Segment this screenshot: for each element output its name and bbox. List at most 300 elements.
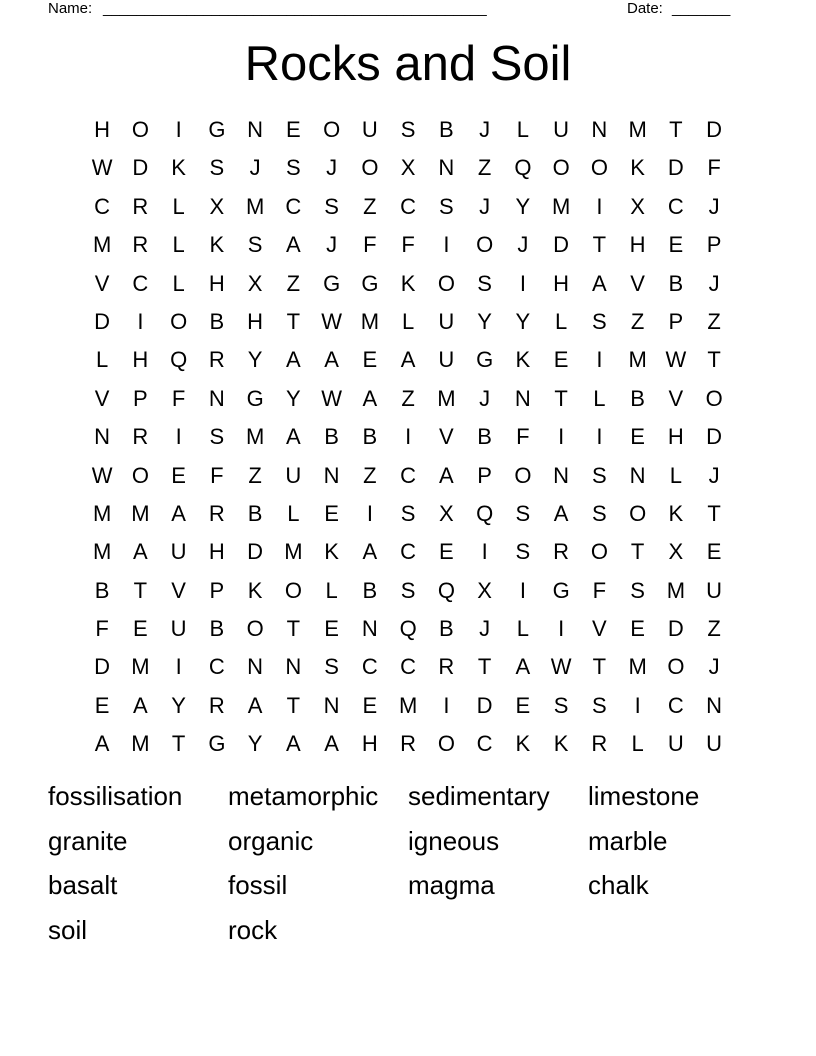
grid-letter[interactable]: T — [669, 117, 683, 142]
grid-letter[interactable]: L — [96, 347, 109, 373]
grid-letter[interactable]: U — [361, 117, 378, 142]
grid-letter[interactable]: M — [92, 232, 112, 258]
grid-letter[interactable]: F — [401, 232, 415, 258]
grid-letter[interactable]: C — [400, 462, 417, 488]
grid-letter[interactable]: L — [516, 616, 529, 642]
grid-letter[interactable]: S — [400, 577, 416, 603]
grid-letter[interactable]: J — [479, 117, 491, 142]
grid-letter[interactable]: J — [479, 616, 491, 642]
word-list-item: magma — [408, 870, 495, 901]
grid-letter[interactable]: L — [402, 308, 415, 334]
grid-letter[interactable]: G — [476, 347, 494, 373]
grid-letter[interactable]: J — [708, 462, 720, 488]
grid-letter[interactable]: Y — [477, 308, 492, 334]
grid-letter[interactable]: Z — [286, 270, 301, 296]
grid-letter[interactable]: H — [361, 731, 378, 757]
grid-letter[interactable]: B — [362, 577, 378, 603]
grid-letter[interactable]: L — [669, 462, 682, 488]
grid-letter[interactable]: R — [553, 539, 570, 565]
grid-letter[interactable]: B — [439, 616, 454, 642]
grid-letter[interactable]: I — [634, 692, 641, 718]
grid-letter[interactable]: M — [628, 347, 647, 373]
grid-letter[interactable]: N — [323, 692, 340, 718]
grid-letter[interactable]: S — [592, 308, 607, 334]
grid-letter[interactable]: H — [94, 117, 111, 142]
grid-letter[interactable]: D — [667, 155, 684, 181]
grid-letter[interactable]: Z — [630, 308, 645, 334]
grid-letter[interactable]: E — [553, 347, 569, 373]
grid-letter[interactable]: J — [708, 270, 720, 296]
grid-letter[interactable]: I — [175, 654, 182, 680]
grid-letter[interactable]: W — [321, 308, 342, 334]
grid-letter[interactable]: B — [247, 500, 263, 526]
grid-letter[interactable]: M — [360, 308, 380, 334]
grid-row — [83, 380, 733, 418]
grid-letter[interactable]: T — [592, 654, 607, 680]
grid-letter[interactable]: L — [287, 500, 300, 526]
grid-letter[interactable]: J — [326, 232, 338, 258]
grid-letter[interactable]: X — [630, 193, 645, 219]
grid-letter[interactable]: T — [554, 385, 568, 411]
grid-letter[interactable]: M — [666, 577, 686, 603]
grid-letter[interactable]: Q — [476, 500, 494, 526]
grid-letter[interactable]: J — [326, 155, 338, 181]
grid-letter[interactable]: O — [246, 616, 264, 642]
grid-letter[interactable]: F — [171, 385, 186, 411]
grid-letter[interactable]: K — [515, 731, 531, 757]
grid-letter[interactable]: V — [94, 270, 110, 296]
grid-letter[interactable]: D — [706, 424, 723, 450]
grid-letter[interactable]: Y — [171, 692, 186, 718]
grid-letter[interactable]: T — [286, 308, 301, 334]
page-title: Rocks and Soil — [244, 37, 572, 91]
grid-row — [83, 418, 733, 456]
grid-letter[interactable]: T — [707, 500, 721, 526]
grid-letter[interactable]: G — [552, 577, 570, 603]
grid-letter[interactable]: N — [247, 117, 264, 142]
grid-letter[interactable]: E — [706, 539, 722, 565]
grid-letter[interactable]: B — [477, 424, 492, 450]
grid-letter[interactable]: L — [172, 193, 185, 219]
grid-letter[interactable]: U — [438, 347, 455, 373]
grid-letter[interactable]: T — [477, 654, 492, 680]
grid-letter[interactable]: H — [247, 308, 264, 334]
grid-letter[interactable]: I — [519, 577, 526, 603]
grid-letter[interactable]: M — [245, 424, 265, 450]
grid-letter[interactable]: T — [286, 616, 301, 642]
date-label: Date: — [627, 0, 663, 17]
grid-letter[interactable]: S — [592, 500, 607, 526]
grid-letter[interactable]: O — [476, 232, 494, 258]
grid-letter[interactable]: S — [209, 155, 225, 181]
grid-letter[interactable]: H — [208, 539, 225, 565]
grid-letter[interactable]: E — [630, 424, 645, 450]
grid-letter[interactable]: R — [208, 347, 225, 373]
grid-letter[interactable]: M — [437, 385, 456, 411]
grid-letter[interactable]: M — [245, 193, 265, 219]
grid-letter[interactable]: P — [668, 308, 684, 334]
grid-letter[interactable]: G — [246, 385, 264, 411]
word-list-item: fossil — [228, 870, 288, 901]
grid-letter[interactable]: N — [591, 117, 608, 142]
grid-letter[interactable]: J — [708, 193, 720, 219]
grid-letter[interactable]: H — [132, 347, 149, 373]
grid-letter[interactable]: I — [558, 424, 565, 450]
grid-letter[interactable]: A — [286, 731, 301, 757]
grid-letter[interactable]: S — [515, 539, 531, 565]
grid-row — [83, 533, 733, 571]
grid-letter[interactable]: D — [94, 654, 111, 680]
grid-letter[interactable]: F — [95, 616, 109, 642]
grid-letter[interactable]: T — [592, 232, 607, 258]
grid-letter[interactable]: D — [553, 232, 570, 258]
grid-letter[interactable]: L — [593, 385, 606, 411]
grid-letter[interactable]: I — [519, 270, 526, 296]
grid-letter[interactable]: A — [324, 731, 339, 757]
grid-letter[interactable]: K — [247, 577, 263, 603]
grid-letter[interactable]: I — [558, 616, 565, 642]
grid-letter[interactable]: A — [439, 462, 454, 488]
grid-letter[interactable]: X — [400, 155, 416, 181]
grid-letter[interactable]: O — [170, 308, 188, 334]
grid-letter[interactable]: O — [131, 462, 149, 488]
grid-letter[interactable]: Z — [363, 193, 377, 219]
grid-letter[interactable]: Z — [248, 462, 262, 488]
grid-letter[interactable]: S — [592, 692, 607, 718]
grid-letter[interactable]: B — [94, 577, 110, 603]
grid-letter[interactable]: D — [247, 539, 264, 565]
grid-letter[interactable]: C — [94, 193, 111, 219]
grid-letter[interactable]: J — [708, 654, 720, 680]
grid-letter[interactable]: A — [592, 270, 607, 296]
grid-letter[interactable]: V — [630, 270, 645, 296]
grid-letter[interactable]: Z — [477, 155, 492, 181]
grid-letter[interactable]: R — [132, 193, 149, 219]
grid-letter[interactable]: M — [551, 193, 571, 219]
grid-letter[interactable]: Z — [707, 616, 721, 642]
grid-letter[interactable]: D — [476, 692, 493, 718]
grid-letter[interactable]: F — [210, 462, 224, 488]
grid-letter[interactable]: U — [285, 462, 302, 488]
grid-letter[interactable]: A — [362, 539, 378, 565]
grid-letter[interactable]: J — [517, 232, 529, 258]
grid-letter[interactable]: Q — [170, 347, 188, 373]
grid-letter[interactable]: I — [137, 308, 144, 334]
grid-letter[interactable]: A — [286, 424, 301, 450]
grid-letter[interactable]: V — [94, 385, 110, 411]
grid-letter[interactable]: Y — [515, 193, 531, 219]
grid-row — [83, 149, 733, 187]
grid-letter[interactable]: K — [400, 270, 416, 296]
grid-letter[interactable]: D — [667, 616, 684, 642]
grid-letter[interactable]: E — [630, 616, 645, 642]
grid-letter[interactable]: R — [208, 500, 225, 526]
grid-letter[interactable]: O — [514, 462, 532, 488]
grid-letter[interactable]: O — [323, 117, 341, 142]
grid-letter[interactable]: L — [172, 232, 185, 258]
grid-letter[interactable]: C — [667, 692, 684, 718]
grid-letter[interactable]: N — [514, 385, 531, 411]
grid-letter[interactable]: Q — [514, 155, 532, 181]
grid-letter[interactable]: X — [209, 193, 225, 219]
grid-letter[interactable]: I — [405, 424, 412, 450]
grid-letter[interactable]: M — [628, 654, 647, 680]
grid-letter[interactable]: I — [481, 539, 488, 565]
grid-letter[interactable]: W — [550, 654, 572, 680]
grid-letter[interactable]: V — [171, 577, 186, 603]
grid-letter[interactable]: X — [439, 500, 454, 526]
grid-letter[interactable]: D — [94, 308, 111, 334]
grid-letter[interactable]: C — [400, 193, 417, 219]
grid-letter[interactable]: L — [516, 117, 529, 142]
grid-letter[interactable]: P — [477, 462, 492, 488]
grid-letter[interactable]: U — [170, 539, 187, 565]
grid-letter[interactable]: X — [247, 270, 263, 296]
grid-letter[interactable]: E — [133, 616, 148, 642]
grid-letter[interactable]: Z — [707, 308, 721, 334]
grid-letter[interactable]: K — [515, 347, 531, 373]
grid-letter[interactable]: I — [175, 117, 182, 142]
grid-letter[interactable]: E — [439, 539, 454, 565]
grid-letter[interactable]: J — [479, 193, 491, 219]
grid-letter[interactable]: M — [284, 539, 303, 565]
grid-letter[interactable]: M — [92, 500, 112, 526]
grid-letter[interactable]: C — [476, 731, 493, 757]
grid-letter[interactable]: T — [171, 731, 186, 757]
grid-letter[interactable]: S — [439, 193, 454, 219]
grid-letter[interactable]: N — [208, 385, 225, 411]
grid-letter[interactable]: A — [324, 347, 339, 373]
grid-letter[interactable]: A — [133, 539, 148, 565]
grid-letter[interactable]: G — [208, 117, 226, 142]
grid-letter[interactable]: A — [171, 500, 186, 526]
grid-letter[interactable]: T — [133, 577, 148, 603]
grid-letter[interactable]: A — [362, 385, 378, 411]
grid-letter[interactable]: R — [132, 232, 149, 258]
grid-letter[interactable]: F — [592, 577, 607, 603]
grid-letter[interactable]: E — [324, 616, 339, 642]
grid-letter[interactable]: N — [285, 654, 302, 680]
grid-letter[interactable]: X — [477, 577, 492, 603]
grid-letter[interactable]: V — [592, 616, 607, 642]
grid-letter[interactable]: U — [706, 731, 723, 757]
grid-letter[interactable]: Y — [286, 385, 301, 411]
grid-letter[interactable]: J — [249, 155, 261, 181]
grid-letter[interactable]: N — [247, 654, 264, 680]
grid-letter[interactable]: O — [361, 155, 379, 181]
grid-letter[interactable]: S — [324, 193, 339, 219]
grid-letter[interactable]: S — [209, 424, 225, 450]
grid-letter[interactable]: V — [668, 385, 684, 411]
grid-letter[interactable]: L — [172, 270, 185, 296]
grid-letter[interactable]: S — [286, 155, 301, 181]
grid-letter[interactable]: O — [629, 500, 647, 526]
grid-letter[interactable]: E — [668, 232, 684, 258]
grid-letter[interactable]: L — [631, 731, 644, 757]
grid-letter[interactable]: U — [170, 616, 187, 642]
grid-letter[interactable]: O — [667, 654, 685, 680]
grid-letter[interactable]: D — [132, 155, 149, 181]
grid-letter[interactable]: E — [362, 692, 378, 718]
grid-letter[interactable]: O — [590, 539, 608, 565]
grid-letter[interactable]: C — [400, 654, 417, 680]
grid-letter[interactable]: L — [325, 577, 338, 603]
grid-letter[interactable]: I — [175, 424, 182, 450]
grid-letter[interactable]: S — [630, 577, 645, 603]
grid-letter[interactable]: M — [131, 731, 150, 757]
grid-letter[interactable]: E — [324, 500, 339, 526]
grid-letter[interactable]: I — [596, 347, 603, 373]
grid-letter[interactable]: S — [477, 270, 492, 296]
grid-letter[interactable]: K — [668, 500, 684, 526]
grid-letter[interactable]: B — [439, 117, 454, 142]
grid-letter[interactable]: U — [667, 731, 684, 757]
grid-letter[interactable]: M — [628, 117, 647, 142]
grid-letter[interactable]: W — [91, 462, 113, 488]
grid-letter[interactable]: S — [400, 500, 416, 526]
grid-letter[interactable]: S — [592, 462, 607, 488]
grid-letter[interactable]: G — [361, 270, 379, 296]
grid-letter[interactable]: H — [629, 232, 646, 258]
grid-letter[interactable]: A — [133, 692, 148, 718]
grid-letter[interactable]: H — [208, 270, 225, 296]
grid-letter[interactable]: F — [707, 155, 721, 181]
grid-letter[interactable]: O — [131, 117, 149, 142]
name-blank-line[interactable]: ______________________________________________ — [103, 0, 487, 17]
grid-letter[interactable]: L — [555, 308, 568, 334]
grid-letter[interactable]: C — [285, 193, 302, 219]
grid-letter[interactable]: P — [209, 577, 225, 603]
grid-letter[interactable]: D — [706, 117, 723, 142]
grid-letter[interactable]: O — [437, 731, 455, 757]
grid-letter[interactable]: R — [591, 731, 608, 757]
grid-letter[interactable]: N — [438, 155, 455, 181]
grid-letter[interactable]: E — [171, 462, 186, 488]
grid-letter[interactable]: V — [439, 424, 454, 450]
grid-letter[interactable]: F — [516, 424, 530, 450]
grid-letter[interactable]: K — [171, 155, 186, 181]
grid-letter[interactable]: R — [438, 654, 455, 680]
grid-letter[interactable]: M — [131, 654, 150, 680]
grid-letter[interactable]: E — [515, 692, 531, 718]
grid-letter[interactable]: S — [515, 500, 531, 526]
grid-letter[interactable]: P — [133, 385, 148, 411]
grid-letter[interactable]: H — [553, 270, 570, 296]
grid-letter[interactable]: B — [630, 385, 645, 411]
grid-letter[interactable]: I — [443, 232, 450, 258]
grid-letter[interactable]: M — [398, 692, 418, 718]
grid-letter[interactable]: W — [321, 385, 342, 411]
grid-letter[interactable]: N — [323, 462, 340, 488]
grid-letter[interactable]: I — [366, 500, 373, 526]
grid-letter[interactable]: N — [361, 616, 378, 642]
grid-letter[interactable]: I — [443, 692, 450, 718]
grid-letter[interactable]: K — [209, 232, 225, 258]
grid-letter[interactable]: Y — [247, 347, 263, 373]
grid-letter[interactable]: K — [553, 731, 569, 757]
grid-letter[interactable]: F — [363, 232, 377, 258]
grid-letter[interactable]: B — [209, 308, 225, 334]
grid-letter[interactable]: N — [706, 692, 723, 718]
grid-letter[interactable]: T — [286, 692, 301, 718]
grid-letter[interactable]: A — [94, 731, 110, 757]
grid-letter[interactable]: Z — [363, 462, 377, 488]
grid-letter[interactable]: O — [437, 270, 455, 296]
grid-letter[interactable]: A — [553, 500, 569, 526]
grid-letter[interactable]: T — [630, 539, 645, 565]
word-list-item: organic — [228, 825, 314, 856]
grid-letter[interactable]: B — [324, 424, 339, 450]
grid-letter[interactable]: Z — [401, 385, 415, 411]
grid-letter[interactable]: N — [553, 462, 570, 488]
grid-letter[interactable]: A — [286, 347, 301, 373]
grid-letter[interactable]: O — [284, 577, 302, 603]
grid-letter[interactable]: Q — [437, 577, 455, 603]
grid-letter[interactable]: C — [132, 270, 149, 296]
grid-letter[interactable]: J — [479, 385, 491, 411]
grid-letter[interactable]: E — [94, 692, 110, 718]
grid-letter[interactable]: M — [131, 500, 150, 526]
grid-letter[interactable]: Y — [515, 308, 531, 334]
grid-letter[interactable]: R — [208, 692, 225, 718]
grid-letter[interactable]: I — [596, 424, 603, 450]
grid-letter[interactable]: U — [553, 117, 570, 142]
grid-letter[interactable]: A — [247, 692, 263, 718]
grid-letter[interactable]: O — [552, 155, 570, 181]
grid-letter[interactable]: C — [400, 539, 417, 565]
grid-letter[interactable]: U — [706, 577, 723, 603]
grid-letter[interactable]: A — [400, 347, 416, 373]
grid-letter[interactable]: E — [362, 347, 378, 373]
grid-letter[interactable]: R — [400, 731, 417, 757]
grid-letter[interactable]: C — [208, 654, 225, 680]
grid-letter[interactable]: K — [630, 155, 645, 181]
grid-letter[interactable]: A — [515, 654, 531, 680]
grid-letter[interactable]: W — [91, 155, 113, 181]
grid-letter[interactable]: S — [324, 654, 339, 680]
grid-letter[interactable]: U — [438, 308, 455, 334]
grid-letter[interactable]: P — [706, 232, 722, 258]
grid-letter[interactable]: C — [361, 654, 378, 680]
date-blank-line[interactable]: _______ — [672, 0, 731, 17]
grid-letter[interactable]: A — [286, 232, 301, 258]
grid-letter[interactable]: T — [707, 347, 721, 373]
grid-letter[interactable]: M — [92, 539, 112, 565]
grid-letter[interactable]: I — [596, 193, 603, 219]
grid-letter[interactable]: Y — [247, 731, 263, 757]
grid-letter[interactable]: G — [208, 731, 226, 757]
grid-letter[interactable]: G — [323, 270, 341, 296]
grid-letter[interactable]: B — [362, 424, 378, 450]
grid-letter[interactable]: N — [629, 462, 646, 488]
grid-letter[interactable]: S — [247, 232, 263, 258]
grid-letter[interactable]: B — [209, 616, 225, 642]
grid-letter[interactable]: E — [286, 117, 301, 142]
grid-letter[interactable]: S — [400, 117, 416, 142]
grid-letter[interactable]: H — [667, 424, 684, 450]
grid-letter[interactable]: N — [94, 424, 111, 450]
grid-letter[interactable]: O — [590, 155, 608, 181]
grid-letter[interactable]: Q — [399, 616, 417, 642]
grid-letter[interactable]: O — [705, 385, 723, 411]
grid-letter[interactable]: R — [132, 424, 149, 450]
grid-letter[interactable]: W — [665, 347, 687, 373]
grid-letter[interactable]: X — [668, 539, 684, 565]
grid-letter[interactable]: K — [324, 539, 339, 565]
grid-letter[interactable]: S — [553, 692, 569, 718]
grid-letter[interactable]: C — [667, 193, 684, 219]
grid-letter[interactable]: B — [668, 270, 684, 296]
